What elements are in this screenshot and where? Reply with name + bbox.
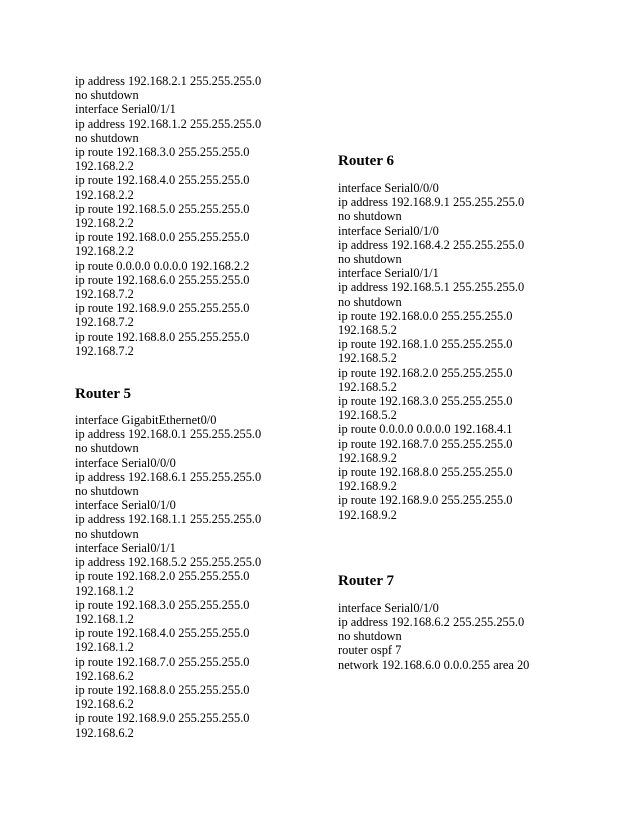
config-line: 192.168.1.2: [75, 640, 134, 655]
router7-heading: Router 7: [338, 572, 394, 589]
config-line: ip route 192.168.2.0 255.255.255.0: [75, 569, 250, 584]
config-line: ip address 192.168.5.2 255.255.255.0: [75, 555, 262, 570]
config-line: ip route 192.168.2.0 255.255.255.0: [338, 365, 513, 380]
router5-config: [75, 413, 335, 740]
config-line: interface Serial0/0/0: [338, 181, 439, 195]
config-line: ip address 192.168.6.1 255.255.255.0: [75, 469, 262, 484]
config-line: 192.168.9.2: [338, 450, 397, 465]
config-line: 192.168.6.2: [75, 668, 134, 683]
config-line: 192.168.5.2: [338, 351, 397, 366]
right-column: [338, 152, 598, 672]
config-line: ip address 192.168.4.2 255.255.255.0: [338, 237, 525, 252]
config-line: no shutdown: [75, 484, 139, 499]
config-line: no shutdown: [338, 209, 402, 224]
router4-config-continuation: [75, 74, 335, 358]
config-line: ip route 192.168.8.0 255.255.255.0: [75, 682, 250, 697]
config-line: 192.168.2.2: [75, 244, 134, 259]
config-line: ip route 192.168.7.0 255.255.255.0: [75, 654, 250, 669]
config-line: no shutdown: [75, 526, 139, 541]
config-line: 192.168.6.2: [75, 697, 134, 712]
config-line: interface Serial0/1/1: [75, 102, 176, 117]
config-line: ip route 192.168.9.0 255.255.255.0: [338, 493, 513, 508]
config-line: ip address 192.168.2.1 255.255.255.0: [75, 74, 262, 88]
config-line: ip route 192.168.5.0 255.255.255.0: [75, 201, 250, 216]
config-line: 192.168.2.2: [75, 187, 134, 202]
config-line: no shutdown: [75, 441, 139, 456]
config-line: interface GigabitEthernet0/0: [75, 413, 217, 428]
config-line: ip route 192.168.3.0 255.255.255.0: [338, 394, 513, 409]
config-line: router ospf 7: [338, 643, 402, 658]
config-line: interface Serial0/1/0: [338, 223, 439, 238]
config-line: ip route 192.168.0.0 255.255.255.0: [338, 308, 513, 323]
config-line: ip route 192.168.8.0 255.255.255.0: [338, 465, 513, 480]
config-line: ip address 192.168.9.1 255.255.255.0: [338, 195, 525, 210]
config-line: network 192.168.6.0 0.0.0.255 area 20: [338, 657, 530, 672]
config-line: interface Serial0/1/1: [338, 266, 439, 281]
left-column: [75, 74, 335, 740]
config-line: interface Serial0/1/1: [75, 540, 176, 555]
config-line: 192.168.5.2: [338, 379, 397, 394]
config-line: ip route 192.168.1.0 255.255.255.0: [338, 337, 513, 352]
config-line: ip route 192.168.3.0 255.255.255.0: [75, 597, 250, 612]
config-line: no shutdown: [338, 252, 402, 267]
config-line: interface Serial0/1/0: [338, 600, 439, 615]
config-line: ip route 0.0.0.0 0.0.0.0 192.168.2.2: [75, 258, 250, 273]
config-line: ip route 192.168.8.0 255.255.255.0: [75, 329, 250, 344]
config-line: 192.168.1.2: [75, 583, 134, 598]
config-line: ip route 192.168.9.0 255.255.255.0: [75, 711, 250, 726]
config-line: ip address 192.168.6.2 255.255.255.0: [338, 615, 525, 630]
config-line: 192.168.6.2: [75, 725, 134, 740]
config-line: 192.168.7.2: [75, 315, 134, 330]
config-line: ip address 192.168.1.2 255.255.255.0: [75, 116, 262, 131]
config-line: no shutdown: [75, 130, 139, 145]
router6-config: [338, 181, 598, 522]
config-line: interface Serial0/1/0: [75, 498, 176, 513]
config-line: 192.168.9.2: [338, 507, 397, 522]
config-line: ip address 192.168.1.1 255.255.255.0: [75, 512, 262, 527]
router6-heading: Router 6: [338, 153, 394, 169]
config-line: ip route 0.0.0.0 0.0.0.0 192.168.4.1: [338, 422, 513, 437]
config-line: ip route 192.168.0.0 255.255.255.0: [75, 230, 250, 245]
config-line: 192.168.1.2: [75, 611, 134, 626]
config-line: no shutdown: [75, 88, 139, 103]
config-line: ip route 192.168.3.0 255.255.255.0: [75, 145, 250, 160]
config-line: ip route 192.168.7.0 255.255.255.0: [338, 436, 513, 451]
config-line: 192.168.7.2: [75, 287, 134, 302]
config-line: 192.168.9.2: [338, 479, 397, 494]
config-line: 192.168.2.2: [75, 159, 134, 174]
router5-heading: Router 5: [75, 386, 131, 403]
config-line: ip route 192.168.6.0 255.255.255.0: [75, 272, 250, 287]
config-line: 192.168.5.2: [338, 408, 397, 423]
config-line: 192.168.7.2: [75, 343, 134, 358]
config-line: ip address 192.168.5.1 255.255.255.0: [338, 280, 525, 295]
config-line: ip route 192.168.4.0 255.255.255.0: [75, 626, 250, 641]
config-line: ip address 192.168.0.1 255.255.255.0: [75, 427, 262, 442]
config-line: no shutdown: [338, 629, 402, 644]
config-line: ip route 192.168.9.0 255.255.255.0: [75, 301, 250, 316]
config-line: 192.168.5.2: [338, 323, 397, 338]
config-line: 192.168.2.2: [75, 216, 134, 231]
config-line: ip route 192.168.4.0 255.255.255.0: [75, 173, 250, 188]
config-line: interface Serial0/0/0: [75, 455, 176, 470]
config-line: no shutdown: [338, 294, 402, 309]
router7-config: [338, 601, 598, 672]
